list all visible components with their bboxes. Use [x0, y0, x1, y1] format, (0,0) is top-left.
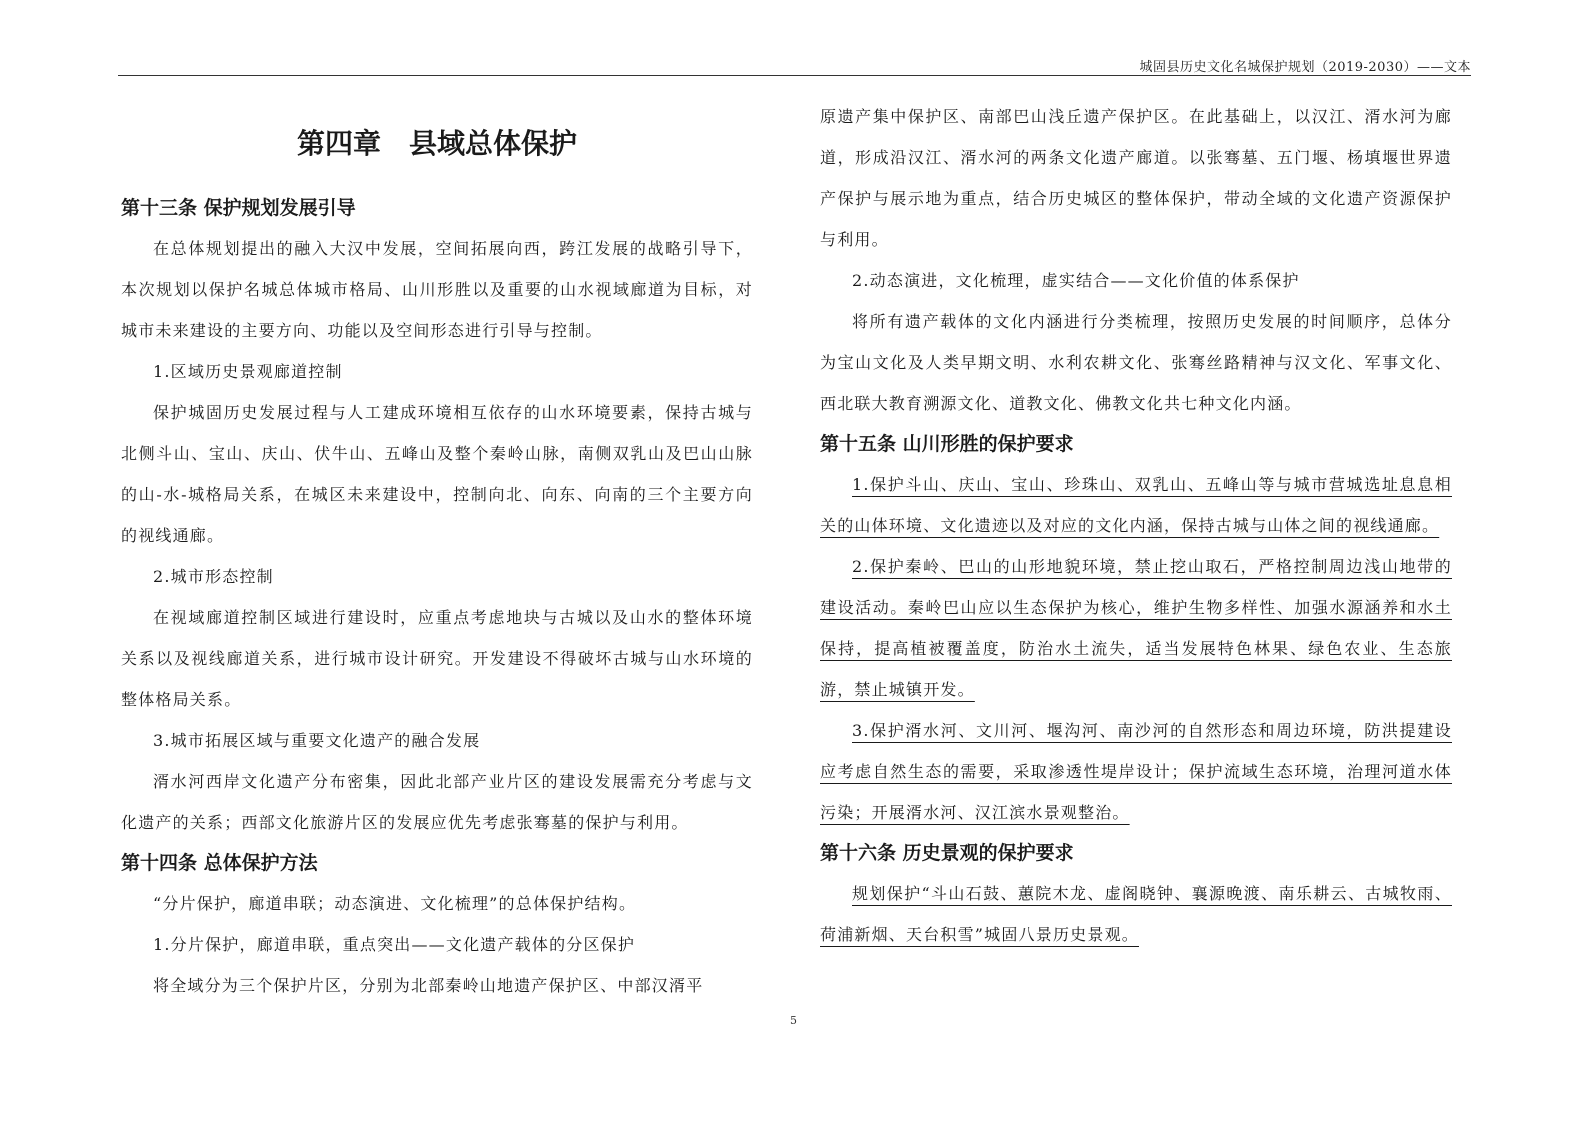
- article-13-paragraph-2: 保护城固历史发展过程与人工建成环境相互依存的山水环境要素，保持古城与北侧斗山、宝山、庆山、伏牛山、五峰山及整个秦岭山脉，南侧双乳山及巴山山脉的山-水-城格局关系，在城区未来建设中，控制向北、向东、向南的三个主要方向的视线通廊。: [121, 403, 753, 545]
- header-rule: [118, 75, 1471, 76]
- left-column: [121, 96, 753, 1006]
- continued-paragraph: 原遗产集中保护区、南部巴山浅丘遗产保护区。在此基础上，以汉江、湑水河为廊道，形成沿汉江、湑水河的两条文化遗产廊道。以张骞墓、五门堰、杨填堰世界遗产保护与展示地为重点，结合历史城区的整体保护，带动全域的文化遗产资源保护与利用。: [820, 107, 1452, 249]
- article-16-paragraph-1: 规划保护“斗山石鼓、蕙院木龙、虚阁晓钟、襄源晚渡、南乐耕云、古城牧雨、荷浦新烟、天台积雪”城固八景历史景观。: [820, 884, 1452, 944]
- article-13-subheading-2: 2.城市形态控制: [153, 567, 274, 586]
- article-14-heading: 第十四条 总体保护方法: [121, 852, 318, 874]
- article-13-subheading-1: 1.区域历史景观廊道控制: [153, 362, 343, 381]
- article-13-heading: 第十三条 保护规划发展引导: [121, 197, 356, 219]
- chapter-title: 第四章 县域总体保护: [296, 127, 577, 160]
- running-header: 城固县历史文化名城保护规划（2019-2030）——文本: [1139, 60, 1471, 75]
- article-14-paragraph-1: “分片保护，廊道串联；动态演进、文化梳理”的总体保护结构。: [153, 894, 637, 913]
- right-column: [820, 96, 1452, 955]
- article-16-heading: 第十六条 历史景观的保护要求: [820, 842, 1074, 864]
- article-14-subheading-1: 1.分片保护，廊道串联，重点突出——文化遗产载体的分区保护: [153, 935, 636, 954]
- article-15-heading: 第十五条 山川形胜的保护要求: [820, 433, 1074, 455]
- article-13-subheading-3: 3.城市拓展区域与重要文化遗产的融合发展: [153, 731, 481, 750]
- article-15-item-3: 3.保护湑水河、文川河、堰沟河、南沙河的自然形态和周边环境，防洪提建设应考虑自然生态的需要，采取渗透性堤岸设计；保护流域生态环境，治理河道水体污染；开展湑水河、汉江滨水景观整治。: [820, 721, 1452, 822]
- article-14-paragraph-3: 将所有遗产载体的文化内涵进行分类梳理，按照历史发展的时间顺序，总体分为宝山文化及人类早期文明、水利农耕文化、张骞丝路精神与汉文化、军事文化、西北联大教育溯源文化、道教文化、佛教文化共七种文化内涵。: [820, 312, 1452, 413]
- article-13-paragraph-1: 在总体规划提出的融入大汉中发展，空间拓展向西，跨江发展的战略引导下，本次规划以保护名城总体城市格局、山川形胜以及重要的山水视域廊道为目标，对城市未来建设的主要方向、功能以及空间形态进行引导与控制。: [121, 239, 753, 340]
- article-15-item-1: 1.保护斗山、庆山、宝山、珍珠山、双乳山、五峰山等与城市营城选址息息相关的山体环境、文化遗迹以及对应的文化内涵，保持古城与山体之间的视线通廊。: [820, 475, 1452, 535]
- article-13-paragraph-3: 在视域廊道控制区域进行建设时，应重点考虑地块与古城以及山水的整体环境关系以及视线廊道关系，进行城市设计研究。开发建设不得破坏古城与山水环境的整体格局关系。: [121, 608, 753, 709]
- article-14-paragraph-2: 将全域分为三个保护片区，分别为北部秦岭山地遗产保护区、中部汉湑平: [153, 976, 704, 995]
- article-13-paragraph-4: 湑水河西岸文化遗产分布密集，因此北部产业片区的建设发展需充分考虑与文化遗产的关系；西部文化旅游片区的发展应优先考虑张骞墓的保护与利用。: [121, 772, 753, 832]
- article-15-item-2: 2.保护秦岭、巴山的山形地貌环境，禁止挖山取石，严格控制周边浅山地带的建设活动。秦岭巴山应以生态保护为核心，维护生物多样性、加强水源涵养和水土保持，提高植被覆盖度，防治水土流失，适当发展特色林果、绿色农业、生态旅游，禁止城镇开发。: [820, 557, 1452, 699]
- article-14-subheading-2: 2.动态演进，文化梳理，虚实结合——文化价值的体系保护: [852, 271, 1300, 290]
- page-number: 5: [790, 1014, 797, 1027]
